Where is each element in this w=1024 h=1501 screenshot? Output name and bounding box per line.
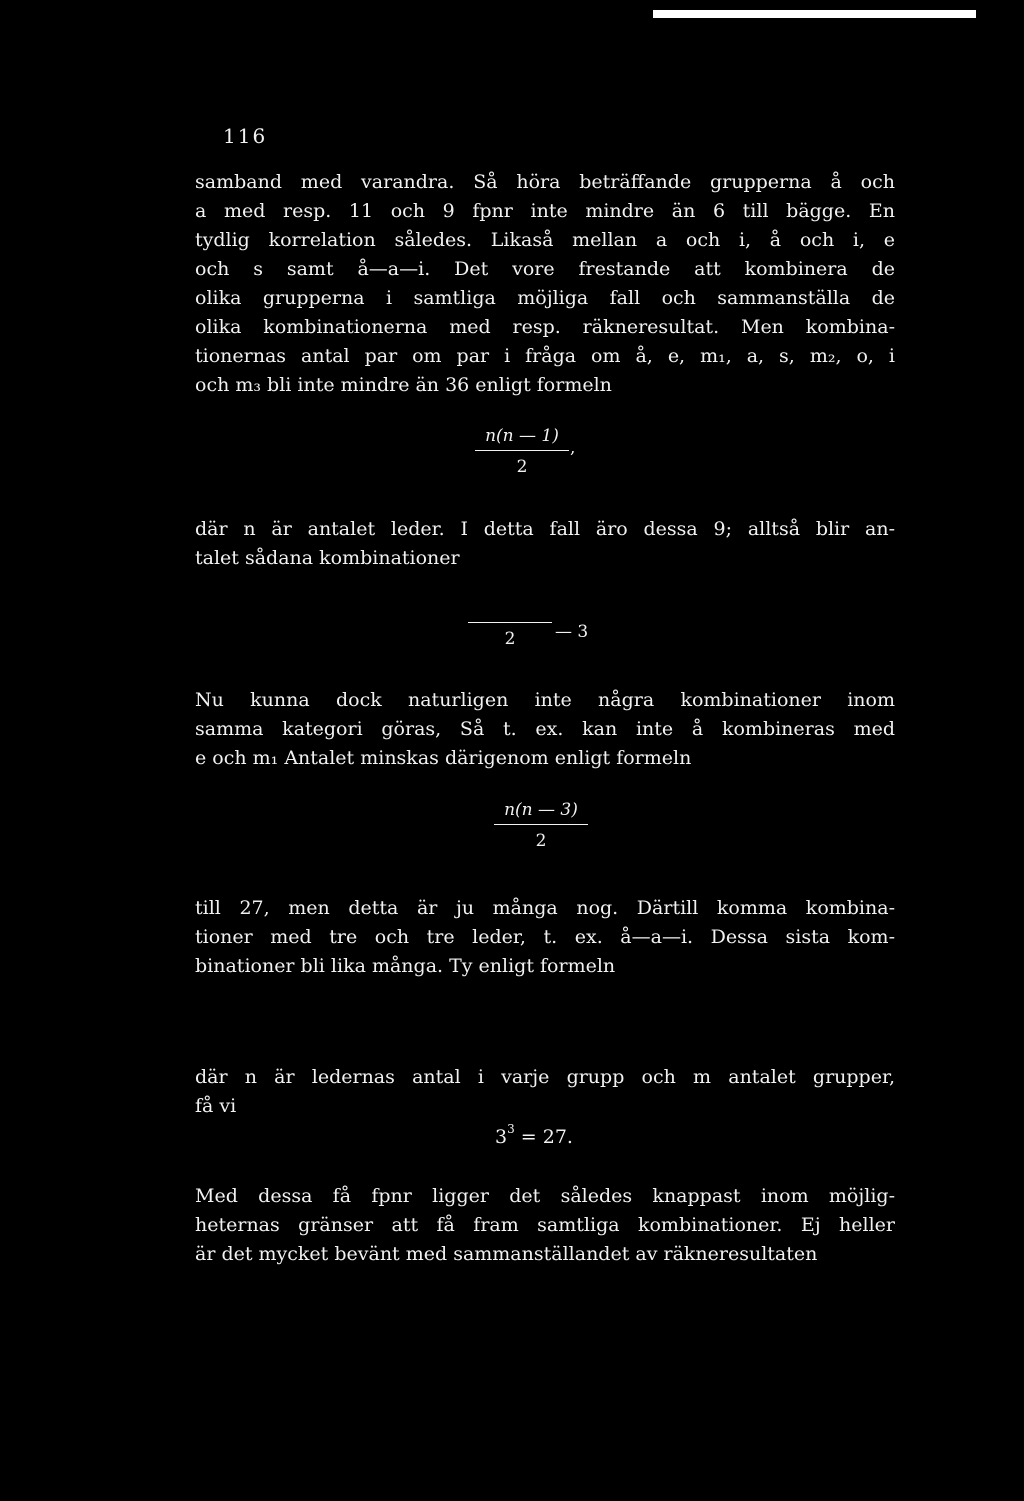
text-line: Nu kunna dock naturligen inte några kombinationer inom [195, 689, 895, 711]
equation-base: 3 [495, 1126, 508, 1148]
text-line: samband med varandra. Så höra beträffande grupperna å och [195, 171, 895, 193]
paragraph-2 [195, 515, 895, 573]
text-line: binationer bli lika många. Ty enligt formeln [195, 955, 616, 977]
text-line: samma kategori göras, Så t. ex. kan inte å kombineras med [195, 718, 895, 740]
formula-pairs [475, 426, 569, 477]
text-area [195, 0, 895, 1501]
paragraph-1 [195, 168, 895, 400]
text-line: och m₃ bli inte mindre än 36 enligt formeln [195, 374, 612, 396]
text-line: heternas gränser att få fram samtliga kombinationer. Ej heller [195, 1214, 895, 1236]
paragraph-5 [195, 1063, 895, 1121]
text-line: till 27, men detta är ju många nog. Därtill komma kombina- [195, 897, 895, 919]
text-line: är det mycket bevänt med sammanställandet av räkneresultaten [195, 1243, 818, 1265]
formula-faint [468, 622, 552, 649]
formula-denominator: 2 [535, 831, 547, 851]
equation [495, 1122, 573, 1148]
text-line: Med dessa få fpnr ligger det således knappast inom möjlig- [195, 1185, 895, 1207]
formula-numerator: n(n — 3) [504, 800, 578, 820]
text-line: få vi [195, 1095, 237, 1117]
formula-within-category [494, 800, 588, 851]
equation-exponent: 3 [507, 1122, 515, 1136]
formula-denominator: 2 [504, 629, 516, 649]
paragraph-3 [195, 686, 895, 773]
paragraph-4 [195, 894, 895, 981]
text-line: där n är ledernas antal i varje grupp och m antalet grupper, [195, 1066, 895, 1088]
text-line: a med resp. 11 och 9 fpnr inte mindre än 6 till bägge. En [195, 200, 895, 222]
paragraph-6 [195, 1182, 895, 1269]
formula-numerator: n(n — 1) [485, 426, 559, 446]
page-number: 116 [223, 124, 268, 148]
text-line: där n är antalet leder. I detta fall äro dessa 9; alltså blir an- [195, 518, 895, 540]
text-line: talet sådana kombinationer [195, 547, 460, 569]
text-line: e och m₁ Antalet minskas därigenom enligt formeln [195, 747, 692, 769]
text-line: tionernas antal par om par i fråga om å, e, m₁, a, s, m₂, o, i [195, 345, 895, 367]
formula-trailing-comma: , [570, 438, 576, 458]
text-line: tioner med tre och tre leder, t. ex. å—a—i. Dessa sista kom- [195, 926, 895, 948]
formula-denominator: 2 [516, 457, 528, 477]
text-line: tydlig korrelation således. Likaså mellan a och i, å och i, e [195, 229, 895, 251]
text-line: och s samt å—a—i. Det vore frestande att kombinera de [195, 258, 895, 280]
text-line: olika grupperna i samtliga möjliga fall och sammanställa de [195, 287, 895, 309]
equation-rest: = 27. [514, 1126, 573, 1148]
formula-trailing-term: — 3 [555, 622, 589, 642]
text-line: olika kombinationerna med resp. räkneresultat. Men kombina- [195, 316, 895, 338]
